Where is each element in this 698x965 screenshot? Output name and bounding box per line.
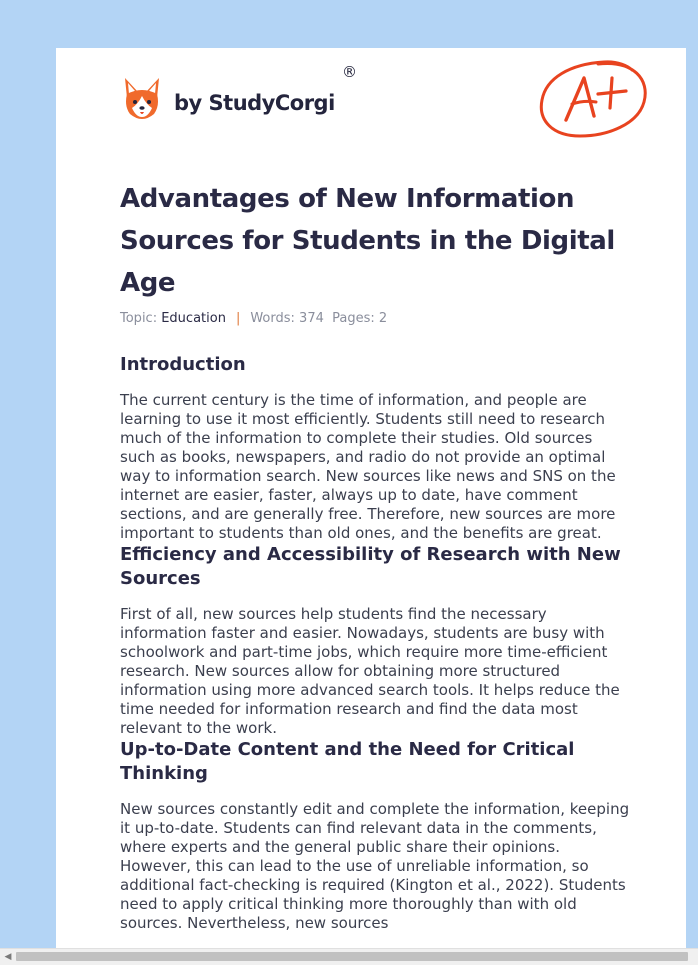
corgi-logo-icon (122, 76, 162, 120)
brand-name: by StudyCorgi (174, 91, 335, 115)
section-heading-efficiency: Efficiency and Accessibility of Research with New Sources (120, 544, 621, 589)
document-title: Advantages of New Information Sources for Students in the Digital Age (120, 184, 615, 298)
meta-separator: | (235, 311, 241, 326)
topic-link[interactable]: Education (161, 311, 226, 326)
scrollbar-thumb[interactable] (16, 952, 688, 961)
topic-label: Topic: (120, 311, 158, 326)
section-heading-introduction: Introduction (120, 354, 246, 375)
studycorgi-logo[interactable] (122, 76, 335, 120)
page-count: Pages: 2 (332, 311, 388, 326)
section-paragraph: The current century is the time of information, and people are learning to use it most efficiently. Students still need to research much of the information to complete their studies. Old sources such as books, newspapers, and radio do not provide an optimal way to information search. New sources like news and SNS on the internet are easier, faster, always up to date, have comment sections, and are generally free. Therefore, new sources are more important to students than old ones, and the benefits are great. (120, 391, 616, 542)
document-page (56, 48, 686, 964)
horizontal-scrollbar[interactable] (0, 948, 698, 965)
document-meta (120, 311, 387, 326)
word-count: Words: 374 (250, 311, 324, 326)
section-paragraph: First of all, new sources help students find the necessary information faster and easier. Nowadays, students are busy with schoolwork and part-time jobs, which require more time-efficient research. New sources allow for obtaining more structured information using more advanced search tools. It helps reduce the time needed for information research and find the data most relevant to the work. (120, 605, 620, 737)
section-paragraph: New sources constantly edit and complete the information, keeping it up-to-date. Students can find relevant data in the comments, where experts and the general public share their opinions. However, this can lead to the use of unreliable information, so additional fact-checking is required (Kington et al., 2022). Students need to apply critical thinking more thoroughly than with old sources. Nevertheless, new sources (120, 800, 630, 932)
a-plus-grade-icon (538, 58, 650, 140)
registered-mark: ® (342, 63, 357, 81)
document-body (120, 353, 630, 933)
scroll-left-arrow-icon[interactable]: ◀ (4, 952, 12, 962)
section-heading-up-to-date: Up-to-Date Content and the Need for Critical Thinking (120, 739, 575, 784)
